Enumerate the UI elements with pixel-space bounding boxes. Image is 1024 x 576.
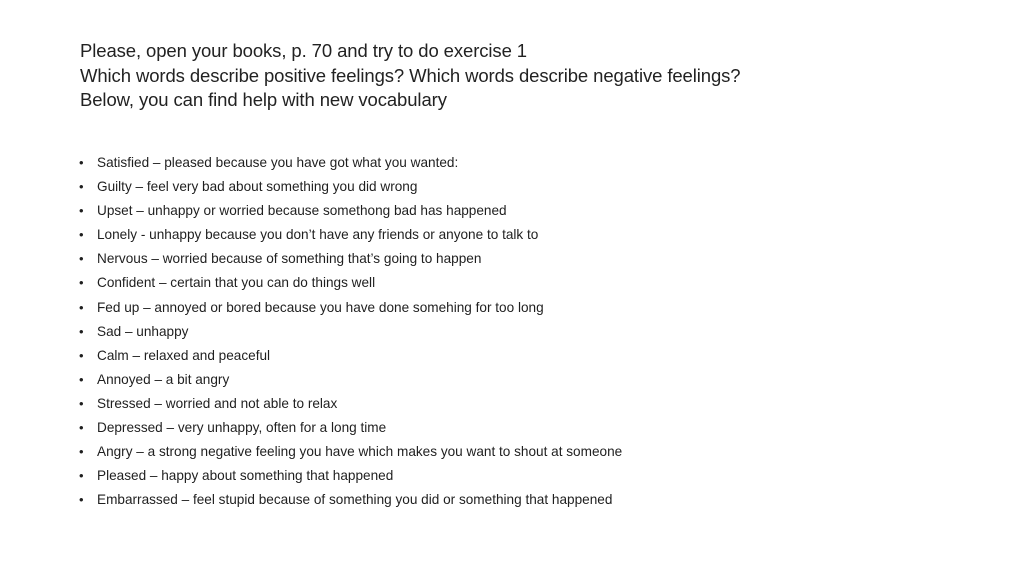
list-item — [79, 344, 622, 368]
vocabulary-definition: Satisfied – pleased because you have got what you wanted: — [97, 155, 459, 170]
vocabulary-definition: Nervous – worried because of something that’s going to happen — [97, 251, 482, 267]
bullet-icon: • — [79, 299, 84, 315]
title-line-instruction: Please, open your books, p. 70 and try to do exercise 1 — [80, 40, 528, 61]
vocabulary-definition: Guilty – feel very bad about something you did wrong — [97, 179, 418, 195]
vocabulary-definition: Fed up – annoyed or bored because you have done somehing for too long — [97, 299, 544, 315]
vocabulary-definition: Embarrassed – feel stupid because of something you did or something that happened — [97, 492, 613, 508]
list-item — [79, 416, 622, 440]
bullet-icon: • — [79, 179, 84, 195]
title-line-question: Which words describe positive feelings? Which words describe negative feelings? — [80, 64, 741, 86]
list-item — [79, 464, 622, 488]
list-item — [79, 368, 622, 392]
bullet-icon: • — [79, 251, 84, 267]
vocabulary-definition: Angry – a strong negative feeling you have which makes you want to shout at someone — [97, 444, 623, 460]
vocabulary-definition: Calm – relaxed and peaceful — [97, 347, 271, 363]
bullet-icon: • — [79, 444, 84, 460]
bullet-icon: • — [79, 203, 84, 219]
list-item — [79, 223, 622, 247]
bullet-icon: • — [79, 323, 84, 339]
vocabulary-definition: Confident – certain that you can do things well — [97, 275, 376, 291]
vocabulary-definition: Stressed – worried and not able to relax — [97, 395, 338, 411]
vocabulary-definition: Depressed – very unhappy, often for a long time — [97, 420, 387, 436]
bullet-icon: • — [79, 492, 84, 508]
vocabulary-definition: Pleased – happy about something that happened — [97, 468, 394, 484]
list-item — [79, 151, 622, 175]
bullet-icon: • — [79, 275, 84, 291]
bullet-icon: • — [79, 468, 84, 484]
bullet-icon: • — [79, 420, 84, 436]
title-line-help: Below, you can find help with new vocabulary — [80, 89, 447, 110]
bullet-icon: • — [79, 395, 84, 411]
list-item — [79, 440, 622, 464]
bullet-icon: • — [79, 371, 84, 387]
bullet-icon: • — [79, 347, 84, 363]
bullet-icon: • — [79, 227, 84, 243]
list-item — [79, 271, 622, 295]
vocabulary-definition: Upset – unhappy or worried because somethong bad has happened — [97, 203, 507, 219]
vocabulary-definition: Sad – unhappy — [97, 323, 189, 339]
list-item — [79, 392, 622, 416]
list-item — [79, 320, 622, 344]
list-item — [79, 247, 622, 271]
list-item — [79, 296, 622, 320]
list-item — [79, 199, 622, 223]
vocabulary-definition: Annoyed – a bit angry — [97, 371, 230, 387]
vocabulary-definition: Lonely - unhappy because you don’t have any friends or anyone to talk to — [97, 227, 539, 243]
vocabulary-list — [79, 151, 622, 512]
bullet-icon: • — [79, 155, 84, 170]
list-item — [79, 175, 622, 199]
slide-title — [80, 39, 980, 113]
list-item — [79, 488, 622, 512]
